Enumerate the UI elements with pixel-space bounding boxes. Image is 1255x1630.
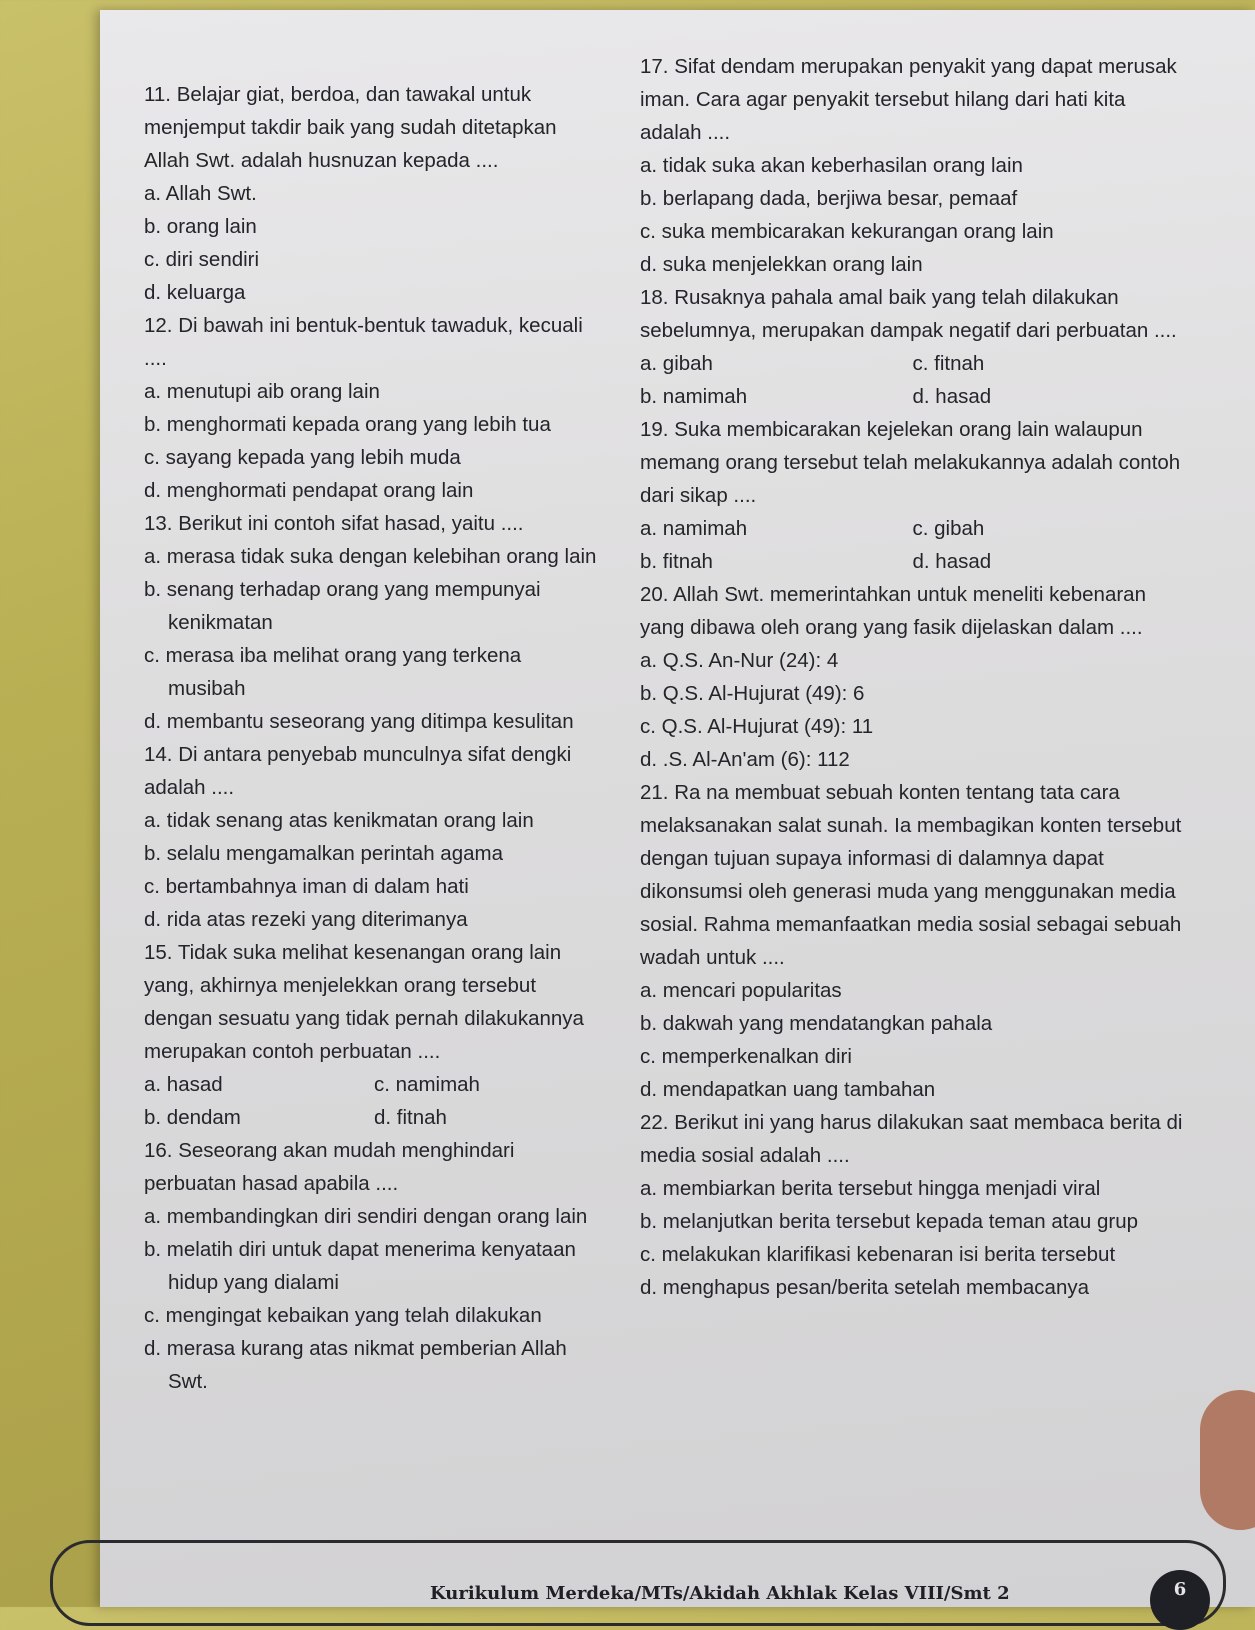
question-number: 15.	[144, 941, 173, 964]
question	[640, 50, 1185, 281]
answer-option: b. senang terhadap orang yang mempunyai kenikmatan	[144, 578, 541, 634]
answer-option: b. orang lain	[144, 215, 257, 238]
question-stem: Allah Swt. memerintahkan untuk meneliti kebenaran yang dibawa oleh orang yang fasik dijelaskan dalam ....	[640, 583, 1146, 639]
question-stem: Ra na membuat sebuah konten tentang tata cara melaksanakan salat sunah. Ia membagikan konten tersebut dengan tujuan supaya informasi di dalamnya dapat dikonsumsi oleh generasi muda yang menggunakan media sosial. Rahma memanfaatkan media sosial sebagai sebuah wadah untuk ....	[640, 781, 1182, 969]
answer-option: b. dendam	[144, 1106, 241, 1129]
answer-option: a. membandingkan diri sendiri dengan orang lain	[144, 1205, 588, 1228]
option-list	[640, 347, 1185, 413]
answer-option: d. suka menjelekkan orang lain	[640, 253, 923, 276]
option-list	[144, 177, 604, 309]
question-number: 20.	[640, 583, 669, 606]
question	[144, 309, 604, 507]
answer-option: c. gibah	[912, 517, 985, 540]
question	[144, 738, 604, 936]
answer-option: c. memperkenalkan diri	[640, 1045, 852, 1068]
question	[144, 1134, 604, 1398]
question	[640, 281, 1185, 413]
answer-option: c. suka membicarakan kekurangan orang lain	[640, 220, 1054, 243]
question-number: 21.	[640, 781, 669, 804]
option-list	[640, 644, 1185, 776]
answer-option: c. Q.S. Al-Hujurat (49): 11	[640, 715, 874, 738]
option-list	[640, 149, 1185, 281]
answer-option: d. merasa kurang atas nikmat pemberian Allah Swt.	[144, 1337, 567, 1393]
answer-option: a. Allah Swt.	[144, 182, 257, 205]
question	[640, 413, 1185, 578]
option-list	[144, 540, 604, 738]
answer-option: d. fitnah	[374, 1106, 447, 1129]
footer-text: Kurikulum Merdeka/MTs/Akidah Akhlak Kelas VIII/Smt 2	[430, 1583, 1010, 1604]
answer-option: b. melanjutkan berita tersebut kepada teman atau grup	[640, 1210, 1139, 1233]
question-stem: Berikut ini contoh sifat hasad, yaitu ....	[178, 512, 524, 535]
answer-option: b. selalu mengamalkan perintah agama	[144, 842, 503, 865]
answer-option: b. Q.S. Al-Hujurat (49): 6	[640, 682, 865, 705]
answer-option: b. menghormati kepada orang yang lebih tua	[144, 413, 551, 436]
page-number: 6	[1150, 1570, 1210, 1630]
answer-option: c. melakukan klarifikasi kebenaran isi berita tersebut	[640, 1243, 1116, 1266]
answer-option: d. hasad	[912, 385, 992, 408]
answer-option: b. namimah	[640, 385, 748, 408]
option-list	[144, 1200, 604, 1398]
answer-option: d. membantu seseorang yang ditimpa kesulitan	[144, 710, 574, 733]
question	[144, 507, 604, 738]
answer-option: d. rida atas rezeki yang diterimanya	[144, 908, 468, 931]
answer-option: a. tidak senang atas kenikmatan orang lain	[144, 809, 534, 832]
question-stem: Seseorang akan mudah menghindari perbuatan hasad apabila ....	[144, 1139, 515, 1195]
question	[640, 776, 1185, 1106]
question-stem: Di antara penyebab munculnya sifat dengki adalah ....	[144, 743, 572, 799]
answer-option: c. namimah	[374, 1073, 480, 1096]
question-number: 14.	[144, 743, 173, 766]
answer-option: c. sayang kepada yang lebih muda	[144, 446, 461, 469]
answer-option: b. dakwah yang mendatangkan pahala	[640, 1012, 993, 1035]
answer-option: d. menghapus pesan/berita setelah membacanya	[640, 1276, 1090, 1299]
question-number: 13.	[144, 512, 173, 535]
answer-option: a. namimah	[640, 517, 748, 540]
thumb-photo-artifact	[1200, 1390, 1255, 1530]
answer-option: a. membiarkan berita tersebut hingga menjadi viral	[640, 1177, 1101, 1200]
question-stem: Berikut ini yang harus dilakukan saat membaca berita di media sosial adalah ....	[640, 1111, 1183, 1167]
option-list	[640, 1172, 1185, 1304]
answer-option: a. menutupi aib orang lain	[144, 380, 380, 403]
answer-option: a. mencari popularitas	[640, 979, 842, 1002]
question-stem: Suka membicarakan kejelekan orang lain walaupun memang orang tersebut telah melakukannya adalah contoh dari sikap ....	[640, 418, 1181, 507]
question	[640, 578, 1185, 776]
question-stem: Di bawah ini bentuk-bentuk tawaduk, kecuali ....	[144, 314, 583, 370]
question-number: 12.	[144, 314, 173, 337]
answer-option: c. bertambahnya iman di dalam hati	[144, 875, 469, 898]
option-list	[144, 1068, 604, 1134]
left-column	[144, 78, 604, 1398]
answer-option: b. melatih diri untuk dapat menerima kenyataan hidup yang dialami	[144, 1238, 576, 1294]
answer-option: a. merasa tidak suka dengan kelebihan orang lain	[144, 545, 597, 568]
right-column	[640, 50, 1185, 1304]
answer-option: d. .S. Al-An'am (6): 112	[640, 748, 850, 771]
answer-option: c. diri sendiri	[144, 248, 260, 271]
question-number: 16.	[144, 1139, 173, 1162]
answer-option: c. fitnah	[912, 352, 985, 375]
answer-option: b. fitnah	[640, 550, 713, 573]
answer-option: d. mendapatkan uang tambahan	[640, 1078, 936, 1101]
question	[144, 936, 604, 1134]
answer-option: a. Q.S. An-Nur (24): 4	[640, 649, 839, 672]
question-number: 17.	[640, 55, 669, 78]
question-number: 22.	[640, 1111, 669, 1134]
answer-option: c. mengingat kebaikan yang telah dilakukan	[144, 1304, 542, 1327]
answer-option: a. gibah	[640, 352, 713, 375]
option-list	[144, 804, 604, 936]
question-stem: Tidak suka melihat kesenangan orang lain yang, akhirnya menjelekkan orang tersebut dengan sesuatu yang tidak pernah dilakukannya merupakan contoh perbuatan ....	[144, 941, 584, 1063]
answer-option: d. hasad	[912, 550, 992, 573]
question-stem: Belajar giat, berdoa, dan tawakal untuk menjemput takdir baik yang sudah ditetapkan Allah Swt. adalah husnuzan kepada ....	[144, 83, 557, 172]
question	[640, 1106, 1185, 1304]
question-number: 18.	[640, 286, 669, 309]
question	[144, 78, 604, 309]
answer-option: c. merasa iba melihat orang yang terkena musibah	[144, 644, 522, 700]
question-number: 19.	[640, 418, 669, 441]
answer-option: b. berlapang dada, berjiwa besar, pemaaf	[640, 187, 1018, 210]
answer-option: d. keluarga	[144, 281, 246, 304]
question-stem: Sifat dendam merupakan penyakit yang dapat merusak iman. Cara agar penyakit tersebut hilang dari hati kita adalah ....	[640, 55, 1177, 144]
answer-option: a. tidak suka akan keberhasilan orang lain	[640, 154, 1023, 177]
question-stem: Rusaknya pahala amal baik yang telah dilakukan sebelumnya, merupakan dampak negatif dari perbuatan ....	[640, 286, 1177, 342]
answer-option: d. menghormati pendapat orang lain	[144, 479, 474, 502]
option-list	[144, 375, 604, 507]
question-number: 11.	[144, 83, 171, 106]
option-list	[640, 512, 1185, 578]
answer-option: a. hasad	[144, 1073, 223, 1096]
option-list	[640, 974, 1185, 1106]
